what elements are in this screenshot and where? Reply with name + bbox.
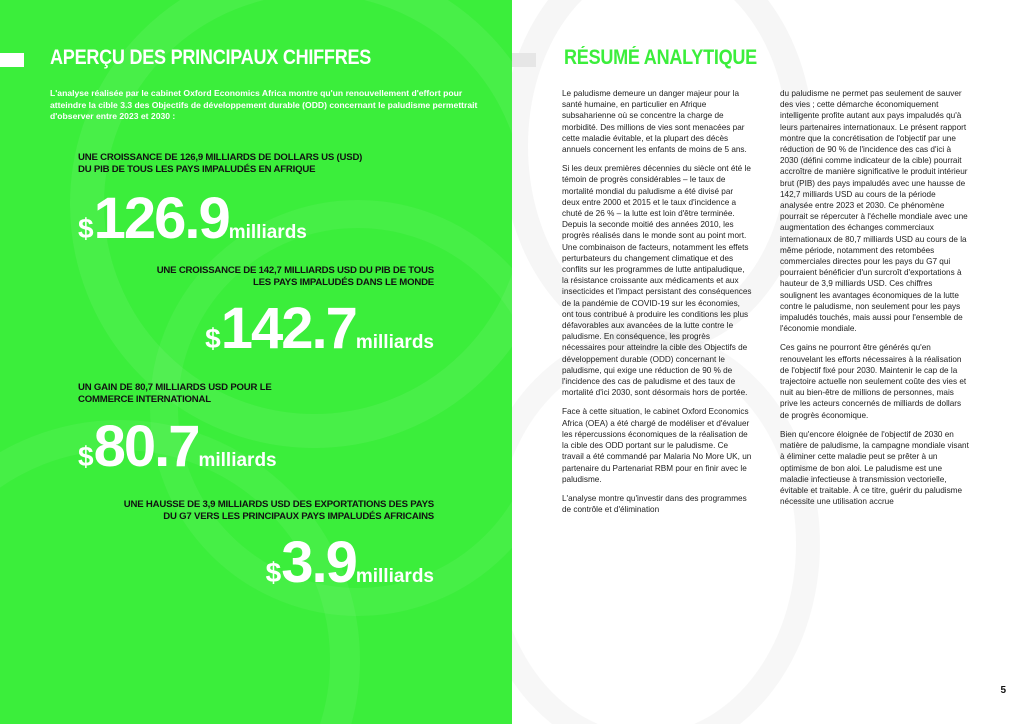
paragraph: Bien qu'encore éloignée de l'objectif de 2030 en matière de paludisme, la campagne mondiale visant à éliminer cette maladie peut se prêter à un optimisme de bon aloi. Le paludisme est une maladie infectieuse à transmission vectorielle, évitable et traitable. À ce titre, guérir du paludisme nécessite une utilisation accrue	[780, 429, 969, 507]
page-title-right: RÉSUMÉ ANALYTIQUE	[564, 46, 757, 69]
text-column-2	[780, 88, 970, 515]
stat-figure-4	[265, 530, 434, 595]
paragraph: Ces gains ne pourront être générés qu'en renouvelant les efforts nécessaires à la réalisation de l'objectif fixé pour 2030. Maintenir le cap de la trajectoire actuelle non seulement coûte des vies et nuit au bien-être de millions de personnes, mais prive les acteurs concernés de milliards de dollars de progrès économique.	[780, 343, 967, 420]
stat-heading-2: UNE CROISSANCE DE 142,7 MILLIARDS USD DU PIB DE TOUS LES PAYS IMPALUDÉS DANS LE MONDE	[156, 265, 434, 288]
paragraph: Le paludisme demeure un danger majeur pour la santé humaine, en particulier en Afrique subsaharienne où se concentre la charge de morbidité. Des millions de vies sont menacées par cette maladie évitable, et la plupart des décès annuels concernent les enfants de moins de 5 ans.	[562, 89, 747, 155]
stat-unit: milliards	[355, 566, 434, 587]
page-title-left: APERÇU DES PRINCIPAUX CHIFFRES	[50, 46, 372, 69]
stat-value: 80.7	[93, 414, 199, 479]
paragraph: Face à cette situation, le cabinet Oxford Economics Africa (OEA) a été chargé de modéliser et d'évaluer les répercussions économiques de la réalisation de la cible des ODD portant sur le paludisme. Ce travail a été commandé par Malaria No More UK, un partenaire du Partenariat RBM pour en finir avec le paludisme.	[562, 407, 752, 484]
currency-symbol: $	[78, 213, 94, 244]
text-column-1	[562, 88, 752, 523]
stat-unit: milliards	[198, 450, 277, 471]
stat-heading-4: UNE HAUSSE DE 3,9 MILLIARDS USD DES EXPORTATIONS DES PAYS DU G7 VERS LES PRINCIPAUX PAYS IMPALUDÉS AFRICAINS	[123, 499, 434, 522]
right-panel	[512, 0, 1024, 724]
paragraph: Si les deux premières décennies du siècle ont été le témoin de progrès considérables – le taux de mortalité mondial du paludisme a été divisé par deux entre 2000 et 2015 et le taux d'incidence a chuté de 26 % – la lutte est loin d'être terminée. Depuis la seconde moitié des années 2010, les progrès réalisés dans le monde sont au point mort. Une combinaison de facteurs, notamment les effets perturbateurs du changement climatique et des conflits sur les programmes de lutte antipaludique, la résistance croissante aux médicaments et aux insecticides et l'impact persistant des conséquences de la pandémie de COVID-19 sur les économies, ont tous contribué à produire les conditions les plus défavorables aux avancées de la lutte contre le paludisme. En conséquence, les progrès nécessaires pour atteindre la cible des Objectifs de développement durable (ODD) concernant le paludisme, qui exige une réduction de 90 % de l'incidence des cas de paludisme et des taux de mortalité d'ici 2030, sont désormais hors de portée.	[562, 164, 752, 398]
stat-unit: milliards	[355, 332, 434, 353]
intro-text: L'analyse réalisée par le cabinet Oxford Economics Africa montre qu'un renouvellement d'effort pour atteindre la cible 3.3 des Objectifs de développement durable (ODD) concernant le paludisme permettrait d'observer entre 2023 et 2030 :	[50, 88, 478, 121]
currency-symbol: $	[205, 323, 221, 354]
stat-value: 126.9	[93, 186, 229, 251]
stat-value: 3.9	[281, 530, 356, 595]
stat-heading-3: UN GAIN DE 80,7 MILLIARDS USD POUR LE COMMERCE INTERNATIONAL	[78, 382, 272, 405]
stat-figure-2	[205, 296, 434, 361]
currency-symbol: $	[78, 441, 94, 472]
title-accent-bar	[0, 53, 24, 67]
stat-figure-3	[78, 414, 277, 479]
page-number: 5	[1000, 685, 1006, 696]
paragraph: du paludisme ne permet pas seulement de sauver des vies ; cette démarche économiquement intelligente profite autant aux pays impaludés qu'à leurs partenaires internationaux. Le présent rapport montre que la concrétisation de l'objectif par une réduction de 90 % de l'incidence des cas d'ici à 2030 (défini comme indicateur de la cible) pourrait accroître de manière significative le produit intérieur brut (PIB) des pays impaludés avec une hausse de 142,7 milliards USD au cours de la période analysée entre 2023 et 2030. Ce phénomène pourrait se répercuter à l'échelle mondiale avec une augmentation des échanges commerciaux internationaux de 80,7 milliards USD au cours de la même période, notamment des retombées commerciales directes pour les pays du G7 qui pourraient bénéficier d'un surcroît d'exportations à hauteur de 3,9 milliards USD. Ces chiffres soulignent les avantages économiques de la lutte contre le paludisme, non seulement pour les pays impaludés touchés, mais aussi pour l'ensemble de l'économie mondiale.	[780, 89, 968, 334]
stat-unit: milliards	[228, 222, 307, 243]
paragraph: L'analyse montre qu'investir dans des programmes de contrôle et d'élimination	[562, 493, 747, 515]
title-accent-bar	[512, 53, 536, 67]
stat-heading-1: UNE CROISSANCE DE 126,9 MILLIARDS DE DOLLARS US (USD) DU PIB DE TOUS LES PAYS IMPALUDÉS EN AFRIQUE	[78, 152, 363, 175]
currency-symbol: $	[265, 557, 282, 588]
stat-value: 142.7	[220, 296, 356, 361]
stat-figure-1	[78, 186, 307, 251]
